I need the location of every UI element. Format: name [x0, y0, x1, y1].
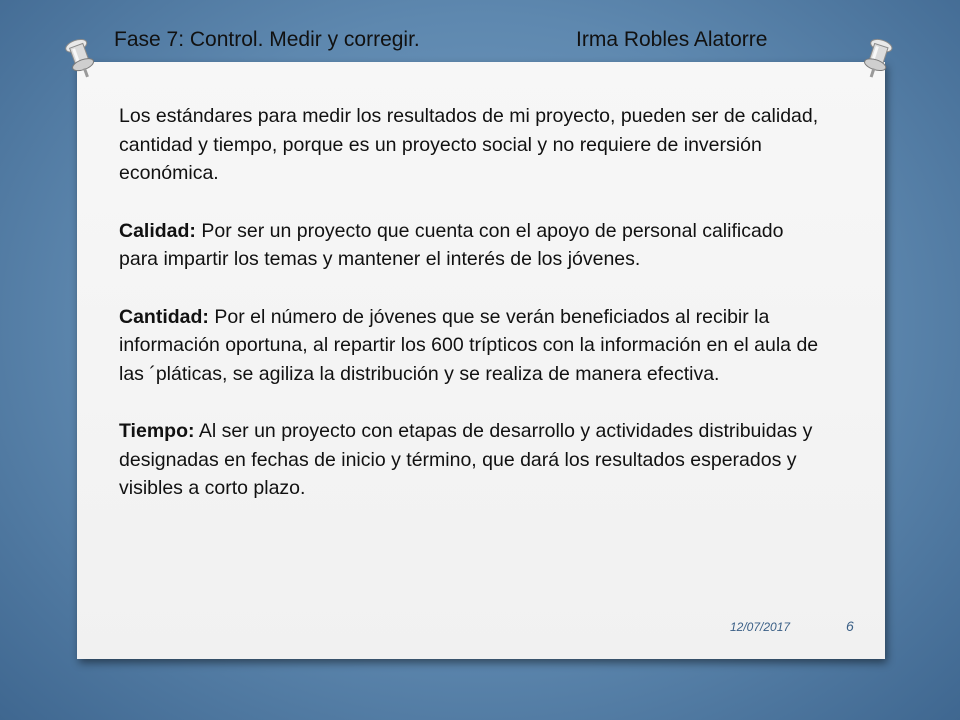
- page-number: 6: [846, 618, 854, 634]
- quality-label: Calidad:: [119, 219, 196, 242]
- quality-text: Por ser un proyecto que cuenta con el apoyo de personal calificado para impartir los temas y mantener el interés de los jóvenes.: [119, 219, 784, 270]
- slide-header: [114, 28, 834, 58]
- slide-content: [119, 102, 819, 532]
- author-name: Irma Robles Alatorre: [576, 28, 768, 51]
- footer-date: 12/07/2017: [730, 620, 791, 634]
- slide-title: Fase 7: Control. Medir y corregir.: [114, 28, 420, 51]
- intro-paragraph: Los estándares para medir los resultados de mi proyecto, pueden ser de calidad, cantidad y tiempo, porque es un proyecto social y no requiere de inversión económica.: [119, 105, 819, 184]
- time-text: Al ser un proyecto con etapas de desarrollo y actividades distribuidas y designadas en fechas de inicio y término, que dará los resultados esperados y visibles a corto plazo.: [119, 420, 813, 499]
- time-paragraph: [119, 417, 819, 503]
- quantity-label: Cantidad:: [119, 305, 209, 328]
- quantity-text: Por el número de jóvenes que se verán beneficiados al recibir la información oportuna, al repartir los 600 trípticos con la información en el aula de las ´pláticas, se agiliza la distribución y se realiza de manera efectiva.: [119, 305, 819, 385]
- quantity-paragraph: [119, 303, 819, 389]
- quality-paragraph: [119, 217, 819, 274]
- pushpin-icon: [856, 34, 898, 83]
- time-label: Tiempo:: [119, 420, 195, 442]
